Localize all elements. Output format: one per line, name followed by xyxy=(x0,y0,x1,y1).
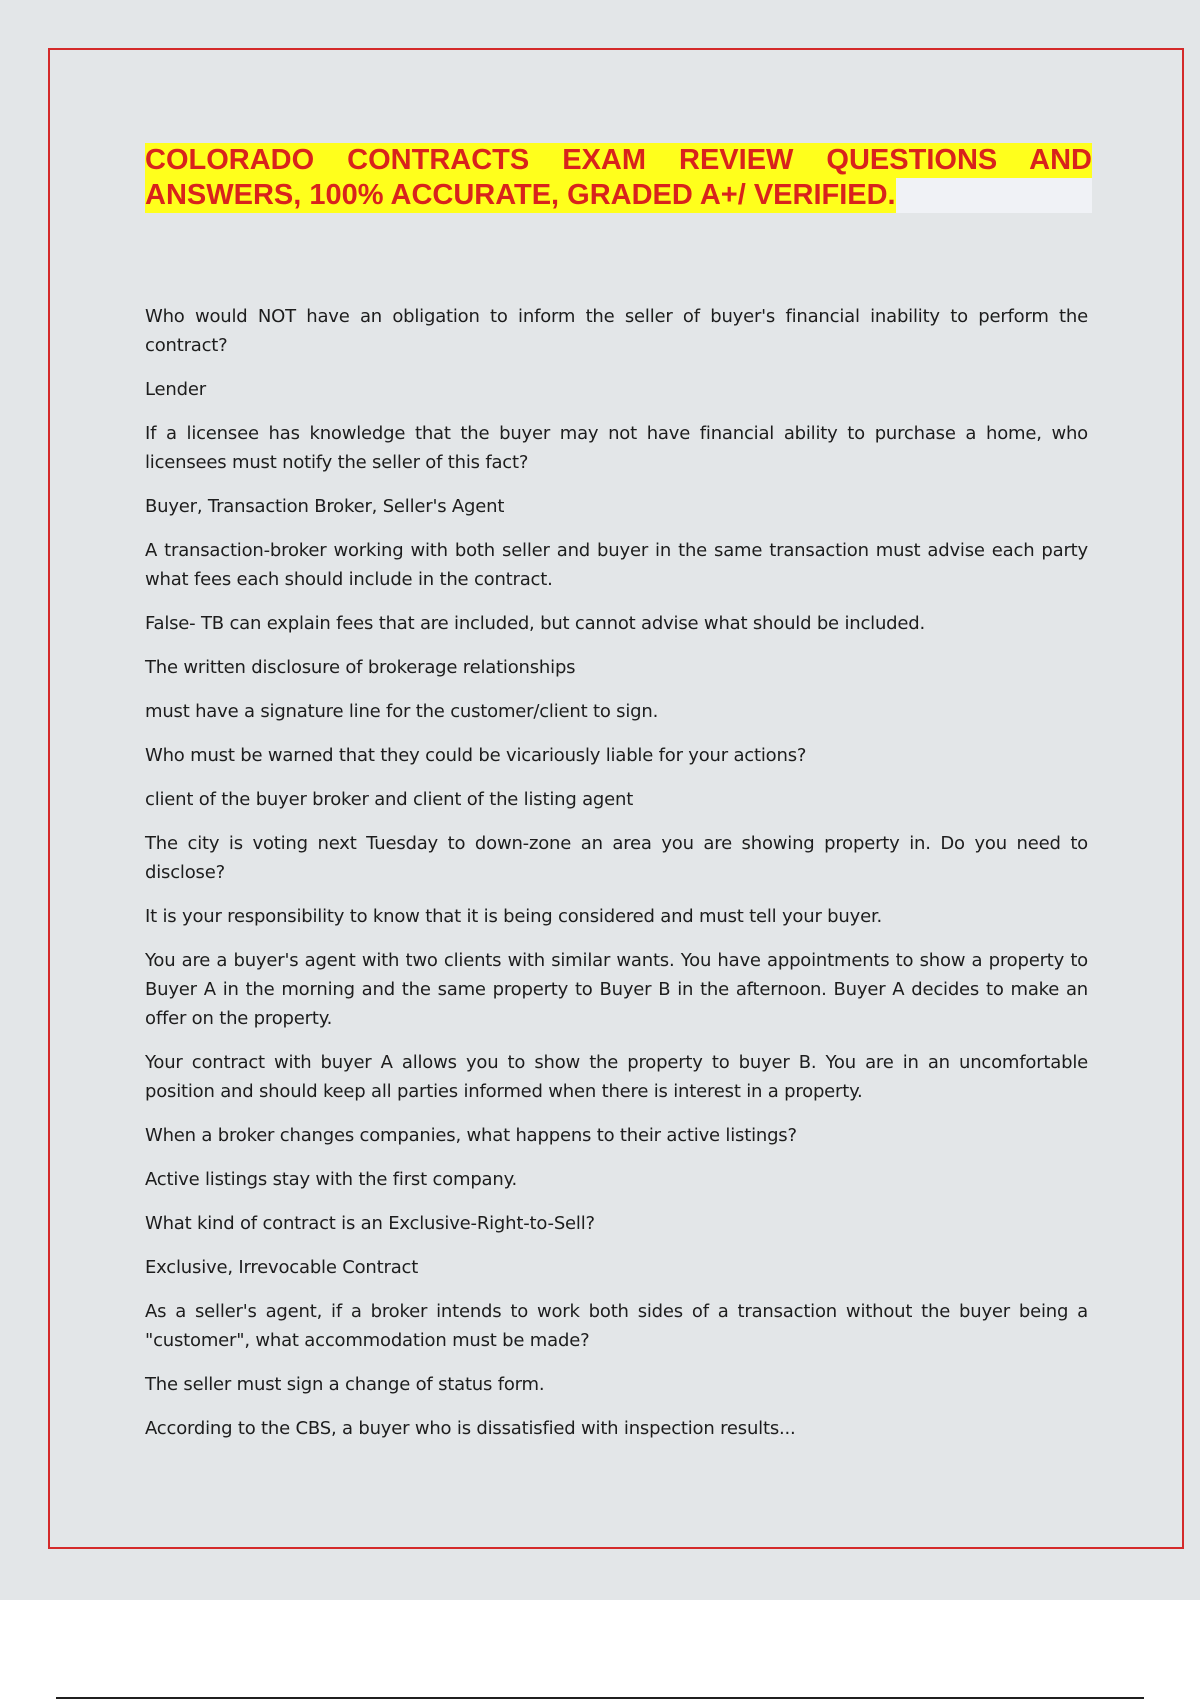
body-paragraph: Who would NOT have an obligation to inform the seller of buyer's financial inability to perform the contract? xyxy=(145,306,1088,356)
body-paragraph: The seller must sign a change of status form. xyxy=(145,1374,545,1395)
body-paragraph: The written disclosure of brokerage relationships xyxy=(145,657,576,678)
body-paragraph: It is your responsibility to know that it is being considered and must tell your buyer. xyxy=(145,906,883,927)
body-paragraph: must have a signature line for the customer/client to sign. xyxy=(145,701,659,722)
body-paragraph: The city is voting next Tuesday to down-zone an area you are showing property in. Do you need to disclose? xyxy=(145,833,1088,883)
body-paragraph: client of the buyer broker and client of the listing agent xyxy=(145,789,634,810)
title-line-1: COLORADO CONTRACTS EXAM REVIEW QUESTIONS AND xyxy=(145,144,1092,176)
body-paragraph: Lender xyxy=(145,379,206,400)
body-paragraph: You are a buyer's agent with two clients with similar wants. You have appointments to show a property to Buyer A in the morning and the same property to Buyer B in the afternoon. Buyer A decides to make an offer on the property. xyxy=(145,950,1088,1029)
body-paragraph: Exclusive, Irrevocable Contract xyxy=(145,1257,419,1278)
body-paragraph: Who must be warned that they could be vicariously liable for your actions? xyxy=(145,745,807,766)
body-paragraph: What kind of contract is an Exclusive-Right-to-Sell? xyxy=(145,1213,595,1234)
body-paragraph: False- TB can explain fees that are included, but cannot advise what should be included. xyxy=(145,613,926,634)
body-paragraph: A transaction-broker working with both seller and buyer in the same transaction must advise each party what fees each should include in the contract. xyxy=(145,540,1088,590)
body-paragraph: When a broker changes companies, what happens to their active listings? xyxy=(145,1125,797,1146)
footer-divider-line xyxy=(56,1697,1144,1699)
title-line-2-row xyxy=(145,178,1092,213)
document-title xyxy=(145,143,1092,213)
body-paragraph: Your contract with buyer A allows you to show the property to buyer B. You are in an uncomfortable position and should keep all parties informed when there is interest in a property. xyxy=(145,1052,1088,1102)
body-paragraph: Buyer, Transaction Broker, Seller's Agent xyxy=(145,496,505,517)
body-paragraph: Active listings stay with the first company. xyxy=(145,1169,517,1190)
body-paragraph: If a licensee has knowledge that the buyer may not have financial ability to purchase a home, who licensees must notify the seller of this fact? xyxy=(145,423,1088,473)
document-body xyxy=(145,302,1088,1458)
body-paragraph: As a seller's agent, if a broker intends to work both sides of a transaction without the buyer being a "customer", what accommodation must be made? xyxy=(145,1301,1088,1351)
body-paragraph: According to the CBS, a buyer who is dissatisfied with inspection results... xyxy=(145,1418,796,1439)
title-line-2: ANSWERS, 100% ACCURATE, GRADED A+/ VERIFIED. xyxy=(145,179,896,211)
